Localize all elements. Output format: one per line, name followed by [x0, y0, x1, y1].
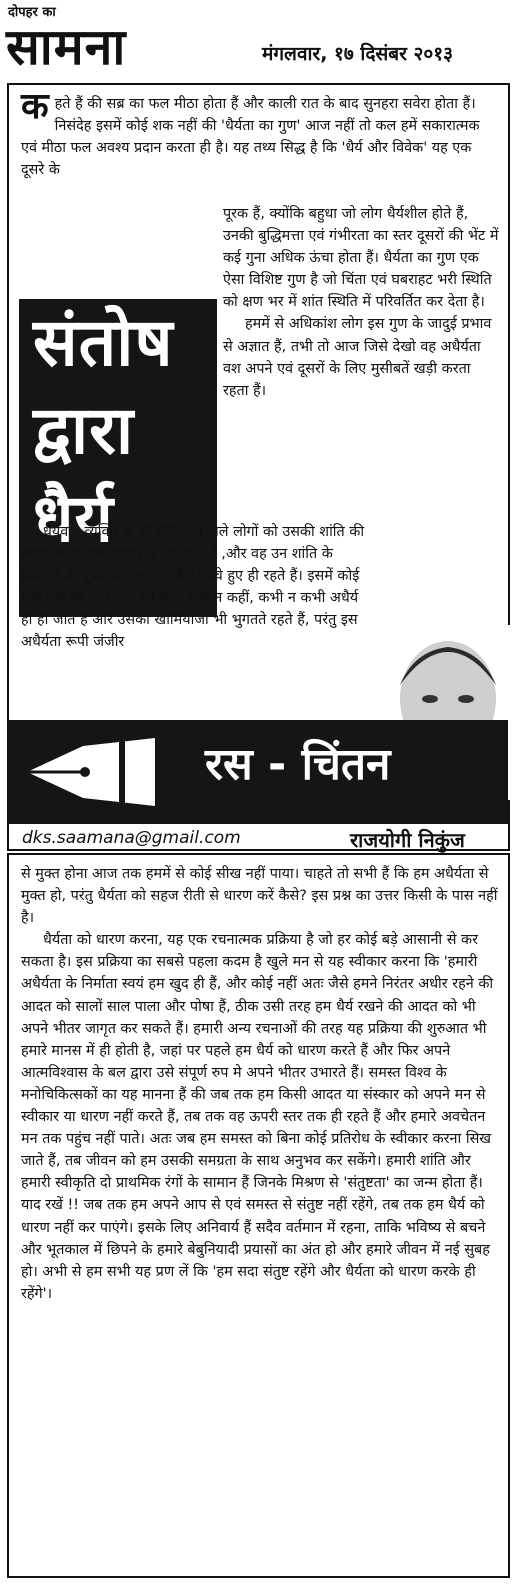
paragraph-1-continued — [223, 203, 499, 402]
masthead — [0, 0, 525, 80]
paragraph-2: हममें से अधिकांश लोग इस गुण के जादुई प्रभाव से अज्ञात हैं, तभी तो आज जिसे देखो वह अधैर्यता वश अपने एवं दूसरों के लिए मुसीबतें खड़ी करता रहता हैं। — [223, 316, 492, 399]
newspaper-logo: सामना — [6, 18, 127, 76]
author-name: राजयोगी निकुंज — [350, 828, 465, 852]
headline-line-2: द्वारा — [33, 392, 135, 469]
paragraph-4: से मुक्त होना आज तक हममें से कोई सीख नहीं पाया। चाहते तो सभी हैं कि हम अधैर्यता से मुक्त हो, परंतु धैर्यता को सहज रीती से धारण करें कैसे? इस प्रश्न का उत्तर किसी के पास नहीं है। — [21, 866, 498, 927]
section-title: रस - चिंतन — [205, 739, 391, 790]
pen-nib-icon — [23, 732, 163, 812]
publication-date: मंगलवार, १७ दिसंबर २०१३ — [262, 43, 454, 65]
masthead-kicker: दोपहर का — [8, 5, 56, 20]
headline-line-1: संतोष — [33, 304, 174, 381]
paragraph-3: धैर्यवान व्यक्ति के इर्द गिर्द रहने वाले लोगों को उसकी शांति की आभा का हरदम एहसास होता रहता हैं ,और वह उन शांति के प्रकंपनो के चुंबकीय प्रभाव में जैसे खिंचे हुए ही रहते हैं। इसमें कोई शक नहीं कि प्रति दिन हम सभी कहीं न कहीं, कभी न कभी अधैर्य हो ही जाते हैं और उसका खामियाजा भी भुगतते रहते हैं, परंतु इस अधैर्यता रूपी जंजीर — [21, 524, 365, 651]
article-frame-top — [7, 83, 510, 851]
paragraph-1-text: हते हैं की सब्र का फल मीठा होता हैं और काली रात के बाद सुनहरा सवेरा होता हैं। निसंदेह इसमें कोई शक नहीं की 'धैर्यता का गुण' आज नहीं तो कल हमें सकारात्मक एवं मीठा फल अवश्य प्रदान करता ही है। यह तथ्य सिद्ध है कि 'धैर्य और विवेक' यह एक दूसरे के — [21, 96, 480, 179]
dropcap: क — [21, 86, 49, 127]
headline-line-3: धैर्य — [33, 480, 114, 557]
author-email: dks.saamana@gmail.com — [22, 828, 241, 848]
paragraph-5: धैर्यता को धारण करना, यह एक रचनात्मक प्रक्रिया है जो हर कोई बड़े आसानी से कर सकता है। इस प्रक्रिया का सबसे पहला कदम है खुले मन से यह स्वीकार करना कि 'हमारी अधैर्यता के निर्माता स्वयं हम खुद ही हैं, और कोई नहीं अतः जैसे हमने निरंतर अधीर रहने की आदत को सालों साल पाला और पोषा हैं, ठीक उसी तरह हम धैर्य रखने की आदत को भी अपने भीतर जागृत कर सकते हैं। हमारी अन्य रचनाओं की तरह यह प्रक्रिया की शुरुआत भी हमारे मानस में ही होती है, जहां पर पहले हम धैर्य को धारण करते हैं और फिर अपने आत्मविश्वास के बल द्वारा उसे संपूर्ण रुप मे अपने भीतर उभारते हैं। समस्त विश्व के मनोचिकित्सकों का यह मानना हैं की जब तक हम किसी आदत या संस्कार को अपने मन से स्वीकार या धारण नहीं करते हैं, तब तक वह ऊपरी स्तर तक ही रहते हैं और हमारे अवचेतन मन तक पहुंच नहीं पाते। अतः जब हम समस्त को बिना कोई प्रतिरोध के स्वीकार करना सिख जाते हैं, तब जीवन को हम उसकी समग्रता के साथ अनुभव कर सकेंगे। हमारी शांति और हमारी स्वीकृति दो प्राथमिक रंगों के सामान हैं जिनके मिश्रण से 'संतुष्टता' का जन्म होता हैं। याद रखें !! जब तक हम अपने आप से एवं समस्त से संतुष्ट नहीं रहेंगे, तब तक हम धैर्य को धारण नहीं कर पाएंगे। इसके लिए अनिवार्य हैं सदैव वर्तमान में रहना, ताकि भविष्य से बचने और भूतकाल में छिपने के हमारे बेबुनियादी प्रयासों का अंत हो और हमारे जीवन में नई सुबह हो। अभी से हम सभी यह प्रण लें कि 'हम सदा संतुष्ट रहेंगे और धैर्यता को धारण करके ही रहेंगे'। — [21, 932, 494, 1302]
paragraph-1-side: पूरक हैं, क्योंकि बहुधा जो लोग धैर्यशील होते हैं, उनकी बुद्धिमत्ता एवं गंभीरता का स्तर दूसरों की भेंट में कई गुना अधिक ऊंचा होता हैं। धैर्यता का गुण एक ऐसा विशिष्ट गुण है जो चिंता एवं घबराहट भरी स्थिति को क्षण भर में शांत स्थिति में परिवर्तित कर देता है। — [223, 206, 499, 311]
paragraph-1 — [21, 86, 499, 181]
section-band — [9, 720, 508, 824]
article-frame-bottom — [7, 853, 510, 1578]
continued-text — [21, 863, 499, 1305]
